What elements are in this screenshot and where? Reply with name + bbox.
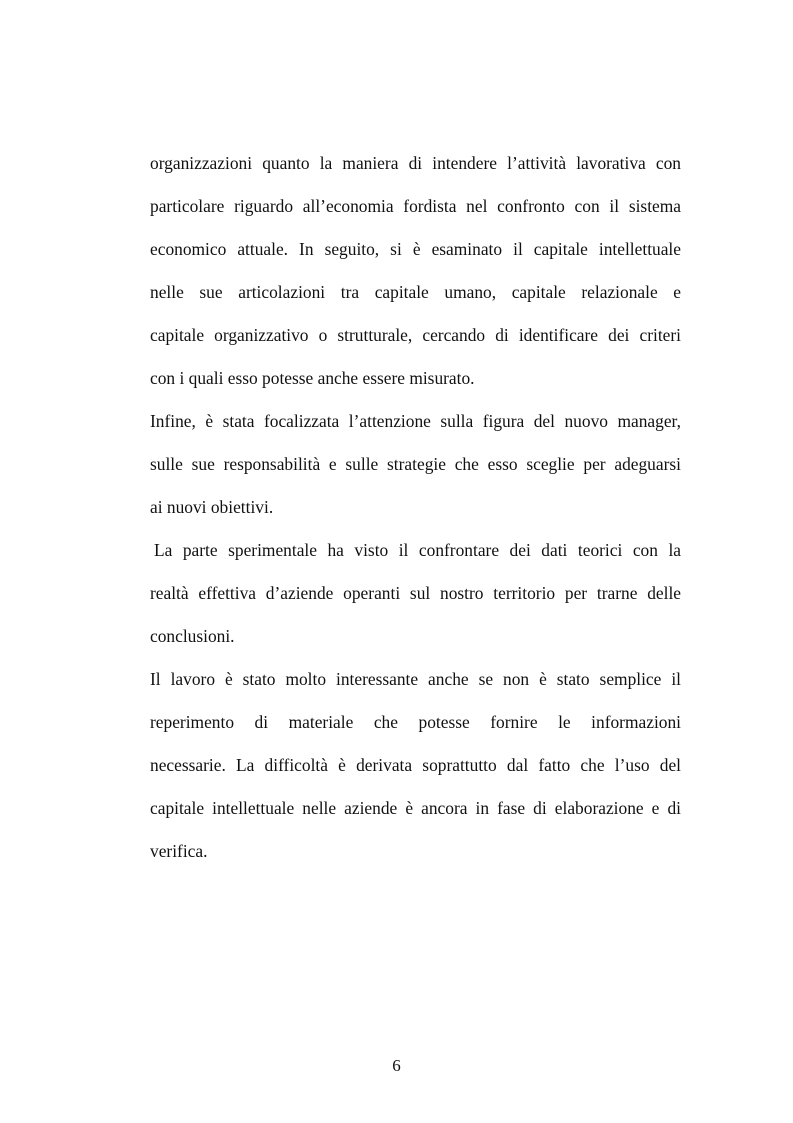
text-line: ai nuovi obiettivi. bbox=[150, 497, 274, 517]
text-line: nelle sue articolazioni tra capitale umano, capitale relazionale e bbox=[150, 282, 681, 302]
text-line: Il lavoro è stato molto interessante anche se non è stato semplice il bbox=[150, 669, 681, 689]
text-line: capitale organizzativo o strutturale, cercando di identificare dei criteri bbox=[150, 325, 681, 345]
page-number: 6 bbox=[392, 1056, 401, 1075]
text-line: Infine, è stata focalizzata l’attenzione sulla figura del nuovo manager, bbox=[150, 411, 681, 431]
text-line: particolare riguardo all’economia fordista nel confronto con il sistema bbox=[150, 196, 681, 216]
text-line: La parte sperimentale ha visto il confrontare dei dati teorici con la bbox=[154, 540, 681, 560]
text-line: con i quali esso potesse anche essere misurato. bbox=[150, 368, 475, 388]
text-line: economico attuale. In seguito, si è esaminato il capitale intellettuale bbox=[150, 239, 681, 259]
text-line: organizzazioni quanto la maniera di intendere l’attività lavorativa con bbox=[150, 153, 681, 173]
body-text bbox=[150, 144, 681, 875]
text-line: conclusioni. bbox=[150, 626, 235, 646]
text-line: realtà effettiva d’aziende operanti sul nostro territorio per trarne delle bbox=[150, 583, 681, 603]
text-line: sulle sue responsabilità e sulle strategie che esso sceglie per adeguarsi bbox=[150, 454, 681, 474]
text-line: capitale intellettuale nelle aziende è ancora in fase di elaborazione e di bbox=[150, 798, 681, 818]
text-line: reperimento di materiale che potesse fornire le informazioni bbox=[150, 712, 681, 732]
text-line: necessarie. La difficoltà è derivata soprattutto dal fatto che l’uso del bbox=[150, 755, 681, 775]
text-line: verifica. bbox=[150, 841, 208, 861]
